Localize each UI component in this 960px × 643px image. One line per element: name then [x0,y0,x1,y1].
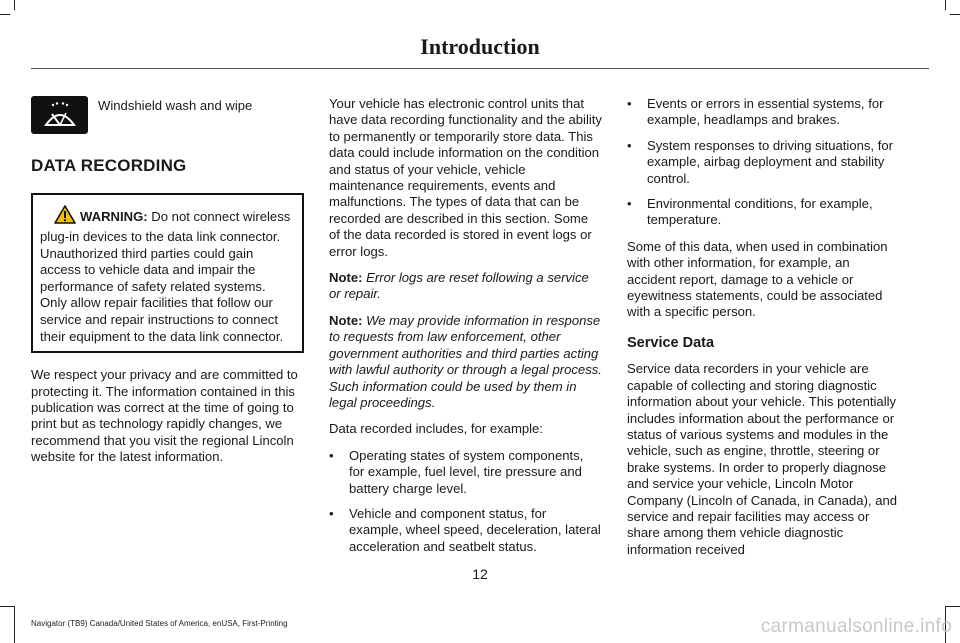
bullet: • [627,196,632,212]
header-divider [31,68,929,69]
privacy-paragraph: We respect your privacy and are committed to protecting it. The information contained in this publication was correct at the time of going to print but as technology rapidly changes, we recommend that you visit the regional Lincoln website for the latest information. [31,367,298,465]
icon-label: Windshield wash and wipe [98,98,253,113]
crop-mark-top-right-v [945,0,946,10]
note-error-logs [329,270,602,303]
crop-mark-top-left-v [14,0,15,10]
note-text: Error logs are reset following a service or repair. [329,270,589,302]
note-legal [329,313,602,411]
warning-text: Do not connect wireless plug-in devices to the data link connector. Unauthorized third parties could gain access to vehicle data and impair the performance of safety related systems. Only allow repair facilities that follow our service and repair instructions to connect their equipment to the data link connector. [40,209,291,344]
crop-mark-bottom-left-v [14,606,15,643]
service-data-paragraph: Service data recorders in your vehicle are capable of collecting and storing diagnostic information about your vehicle. This potentially includes information about the performance or status of various systems and modules in the vehicle, such as engine, throttle, steering or brake systems. In order to properly diagnose and service your vehicle, Lincoln Motor Company (Lincoln of Canada, in Canada), and service and repair facilities may access or share among them vehicle diagnostic information received [627,361,898,557]
bullet: • [627,96,632,111]
list-item: • Operating states of system components, for example, fuel level, tire pressure and battery charge level. [329,447,584,496]
note-label: Note: [329,312,363,328]
note-text: We may provide information in response to requests from law enforcement, other government authorities and third parties acting with lawful authority or through a legal process. Such information could be used by them in legal proceedings. [329,312,602,410]
list-item: • Events or errors in essential systems, for example, headlamps and brakes. [627,96,884,128]
crop-mark-bottom-left-h [0,606,14,607]
windshield-wash-wipe-icon [31,96,88,134]
bullet: • [329,505,334,521]
footer-note: Navigator (TB9) Canada/United States of America, enUSA, First-Printing [31,619,288,628]
warning-triangle-icon [54,205,76,229]
warning-label: WARNING: [80,209,148,225]
crop-mark-bottom-right-h [945,606,960,607]
warning-box [31,193,304,353]
page-number: 12 [472,566,488,582]
bullet: • [329,447,334,463]
association-paragraph: Some of this data, when used in combination with other information, for example, an accident report, damage to a vehicle or eyewitness statements, could be associated with a specific person. [627,238,888,320]
bullet: • [627,137,632,153]
column-2 [329,96,602,565]
section-heading: DATA RECORDING [31,156,187,175]
icon-legend-row [31,96,304,134]
list-item: • System responses to driving situations, for example, airbag deployment and stability control. [627,137,893,186]
page-title: Introduction [420,34,540,59]
crop-mark-top-left-h [0,14,10,15]
data-list [329,448,602,555]
sub-heading: Service Data [627,334,715,351]
note-label: Note: [329,270,363,286]
data-recording-paragraph: Your vehicle has electronic control units that have data recording functionality and the ability to permanently or temporarily store data. This data could include information on the condition and status of your vehicle, vehicle maintenance requirements, events and malfunctions. The types of data that can be recorded are described in this section. Some of the data recorded is stored in event logs or error logs. [329,96,602,259]
column-3 [627,96,900,568]
data-list-continued [627,96,900,229]
list-item: • Environmental conditions, for example, temperature. [627,196,873,228]
list-intro: Data recorded includes, for example: [329,421,543,437]
list-item: • Vehicle and component status, for example, wheel speed, deceleration, lateral acceleration and seatbelt status. [329,505,601,554]
column-1 [31,96,304,476]
watermark: carmanualsonline.info [760,616,952,637]
crop-mark-top-right-h [950,14,960,15]
